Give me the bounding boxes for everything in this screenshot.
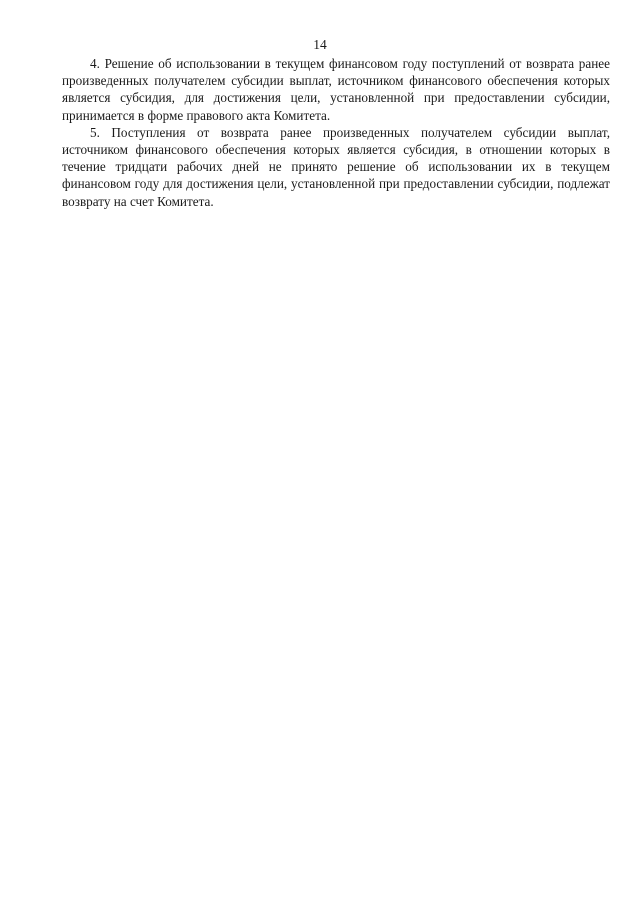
- paragraph-5: 5. Поступления от возврата ранее произведенных получателем субсидии выплат, источником финансового обеспечения которых является субсидия, в отношении которых в течение тридцати рабочих дней не принято решение об использовании их в текущем финансовом году для достижения цели, установленной при предоставлении субсидии, подлежат возврату на счет Комитета.: [62, 124, 610, 209]
- paragraph-4: 4. Решение об использовании в текущем финансовом году поступлений от возврата ранее произведенных получателем субсидии выплат, источником финансового обеспечения которых является субсидия, для достижения цели, установленной при предоставлении субсидии, принимается в форме правового акта Комитета.: [62, 56, 610, 123]
- page-number: 14: [313, 37, 327, 52]
- document-body: [62, 55, 610, 210]
